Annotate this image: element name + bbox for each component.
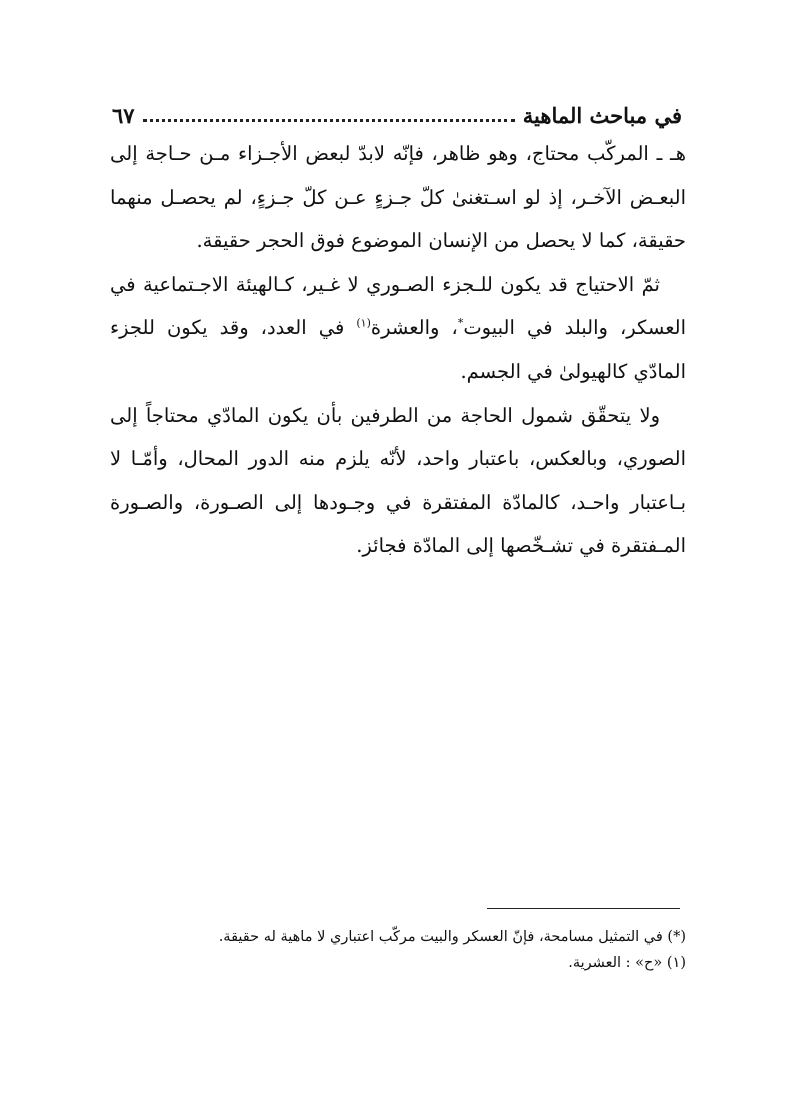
main-text [110, 132, 686, 568]
running-header [112, 92, 682, 128]
page-number: ٦٧ [112, 103, 135, 128]
footnote-separator [487, 908, 680, 909]
paragraph-composite: هـ ـ المركّب محتاج، وهو ظاهر، فإنّه لابدّ لبعض الأجـزاء مـن حـاجة إلى البعـض الآخـر، إذ لو اسـتغنىٰ كلّ جـزءٍ عـن كلّ جـزءٍ، لم يحصـل منهما حقيقة، كما لا يحصل من الإنسان الموضوع فوق الحجر حقيقة. [110, 142, 686, 253]
paragraph-need-part-2: ، والعشرة [370, 316, 458, 340]
footnote-ref-1: (١) [356, 316, 371, 330]
paragraph-need-part-3: في العدد، وقد يكون للجزء المادّي كالهيولىٰ في الجسم. [110, 316, 686, 383]
paragraph-mutual-need: ولا يتحقّق شمول الحاجة من الطرفين بأن يكون المادّي محتاجاً إلى الصوري، وبالعكس، باعتبار واحد، لأنّه يلزم منه الدور المحال، وأمّـا لا بـاعتبار واحـد، كالمادّة المفتقرة في وجـودها إلى الصـورة، والصـورة المـفتقرة في تشـخّصها إلى المادّة فجائز. [110, 403, 686, 558]
footnote-star: (*) في التمثيل مسامحة، فإنّ العسكر والبيت مركّب اعتباري لا ماهية له حقيقة. [218, 929, 686, 945]
chapter-title: في مباحث الماهية [522, 103, 682, 128]
leader-dots [143, 118, 515, 122]
paragraph-need-part-1: ثمّ الاحتياج قد يكون للـجزء الصـوري لا غـير، كـالهيئة الاجـتماعية في العسكر، والبلد في البيوت [110, 272, 686, 340]
footnote-1: (١) «ح» : العشرية. [568, 955, 686, 971]
paragraph-need [110, 263, 686, 394]
footnotes [180, 924, 686, 976]
footnote-ref-star: * [457, 316, 464, 330]
